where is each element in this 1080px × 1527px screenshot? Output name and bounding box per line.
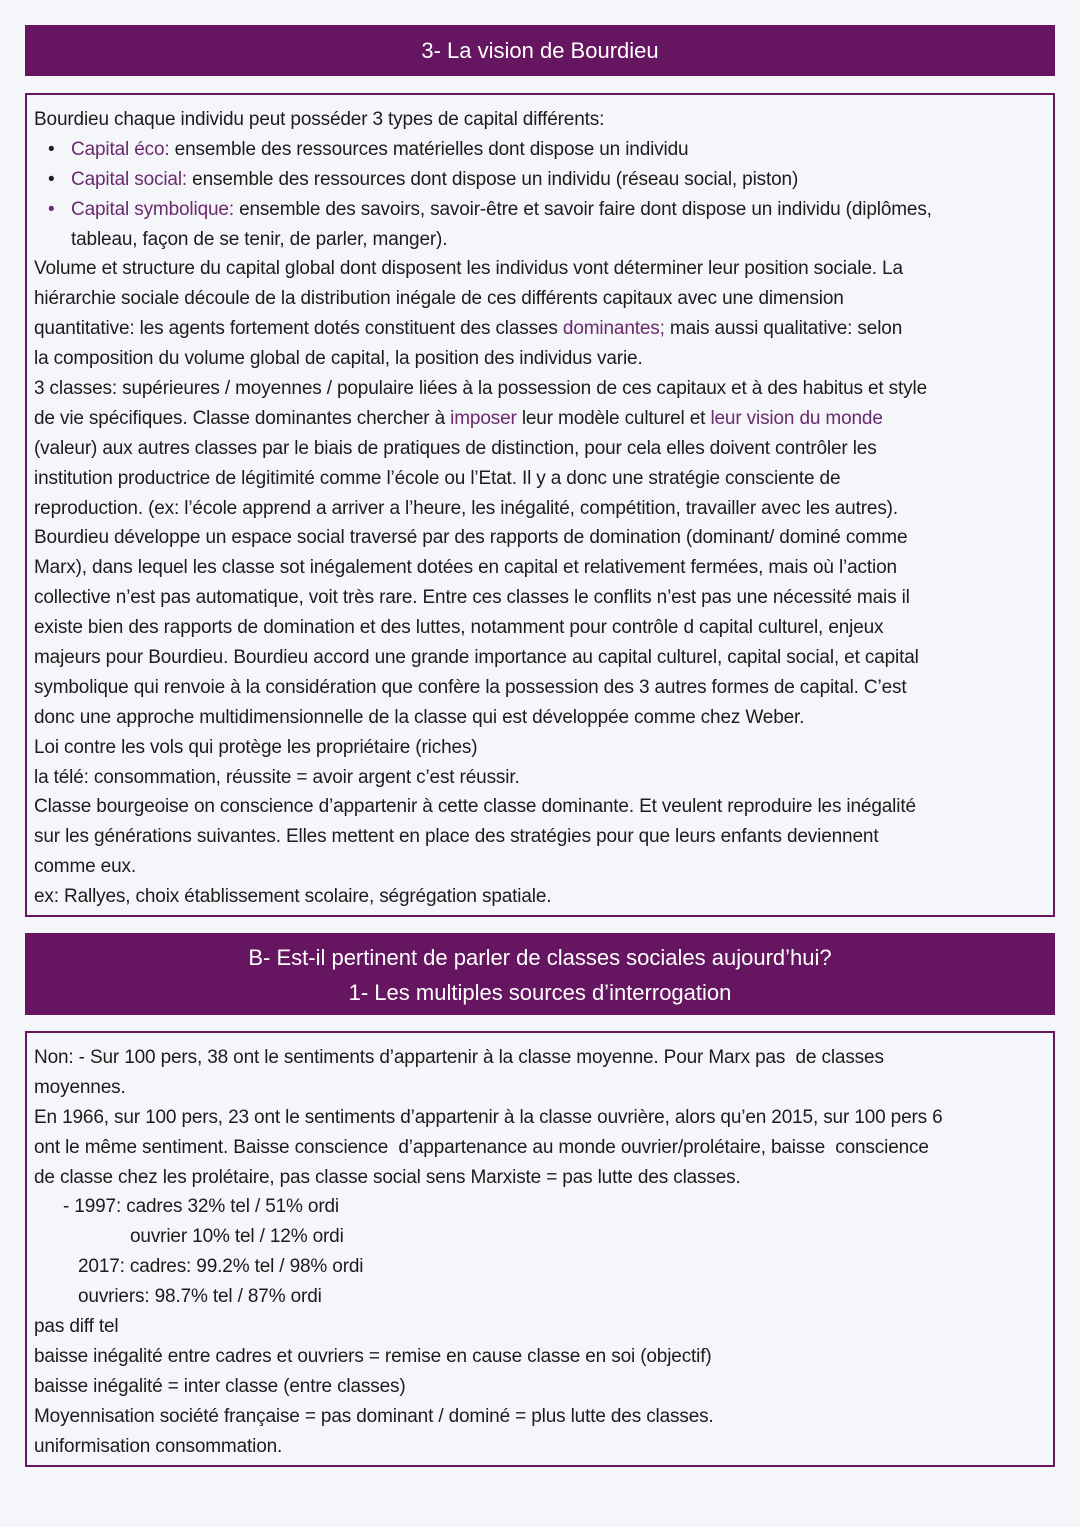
text-line <box>34 1342 1053 1372</box>
text-segment: ex: Rallyes, choix établissement scolaire, ségrégation spatiale. <box>34 886 552 908</box>
text-line <box>34 733 1053 763</box>
text-segment: ouvriers: 98.7% tel / 87% ordi <box>78 1286 322 1308</box>
text-line <box>34 1043 1053 1073</box>
text-line <box>34 1163 1053 1193</box>
highlighted-term: Capital éco: <box>71 138 170 160</box>
text-line <box>34 105 1053 135</box>
text-segment: comme eux. <box>34 856 136 878</box>
text-line <box>34 1282 1053 1312</box>
text-segment: ensemble des ressources dont dispose un individu (réseau social, piston) <box>187 168 799 190</box>
section-title: 3- La vision de Bourdieu <box>421 38 659 63</box>
text-segment: institution productrice de légitimité comme l’école ou l’Etat. Il y a donc une stratégie consciente de <box>34 467 841 489</box>
text-line <box>34 882 1053 912</box>
text-segment: de vie spécifiques. Classe dominantes chercher à <box>34 407 451 429</box>
text-segment: moyennes. <box>34 1076 126 1098</box>
bullet-icon: • <box>48 198 55 220</box>
text-segment: existe bien des rapports de domination et des luttes, notamment pour contrôle d capital culturel, enjeux <box>34 617 884 639</box>
bullet-item <box>34 165 1053 195</box>
text-segment: leur modèle culturel et <box>516 407 711 429</box>
text-segment: mais aussi qualitative: selon <box>664 318 903 340</box>
highlighted-term: Capital social: <box>71 168 188 190</box>
text-line <box>34 1252 1053 1282</box>
text-segment: 2017: cadres: 99.2% tel / 98% ordi <box>78 1256 364 1278</box>
highlighted-term: Capital symbolique: <box>71 198 234 220</box>
text-line <box>34 1372 1053 1402</box>
text-line <box>34 523 1053 553</box>
text-segment: 3 classes: supérieures / moyennes / populaire liées à la possession de ces capitaux et à des habitus et style <box>34 378 927 400</box>
text-segment: Volume et structure du capital global dont disposent les individus vont déterminer leur position sociale. La <box>34 258 903 280</box>
text-segment: (valeur) aux autres classes par le biais de pratiques de distinction, pour cela elles doivent contrôler les <box>34 437 877 459</box>
text-line <box>34 314 1053 344</box>
text-line <box>34 1432 1053 1462</box>
highlighted-term: leur vision du monde <box>710 407 883 429</box>
section-header-classes-sociales <box>25 933 1055 1015</box>
text-segment: hiérarchie sociale découle de la distribution inégale de ces différents capitaux avec une dimension <box>34 288 844 310</box>
text-segment: ouvrier 10% tel / 12% ordi <box>130 1226 344 1248</box>
text-line <box>34 1222 1053 1252</box>
text-line <box>34 553 1053 583</box>
highlighted-term: dominantes; <box>562 318 665 340</box>
text-segment: ensemble des savoirs, savoir-être et savoir faire dont dispose un individu (diplômes, <box>233 198 932 220</box>
bullet-icon: • <box>48 138 55 160</box>
text-line <box>34 703 1053 733</box>
text-line <box>34 673 1053 703</box>
text-line <box>34 1402 1053 1432</box>
text-line <box>34 284 1053 314</box>
text-segment: En 1966, sur 100 pers, 23 ont le sentiments d’appartenir à la classe ouvrière, alors qu’en 2015, sur 100 pers 6 <box>34 1106 943 1128</box>
text-line <box>34 822 1053 852</box>
bullet-item <box>34 195 1053 225</box>
bullet-icon: • <box>48 168 55 190</box>
text-line <box>34 852 1053 882</box>
text-segment: baisse inégalité entre cadres et ouvriers = remise en cause classe en soi (objectif) <box>34 1345 712 1367</box>
text-line <box>34 225 1053 255</box>
text-segment: de classe chez les prolétaire, pas classe social sens Marxiste = pas lutte des classes. <box>34 1166 741 1188</box>
text-segment: symbolique qui renvoie à la considération que confère la possession des 3 autres formes de capital. C’est <box>34 676 907 698</box>
text-segment: Non: - Sur 100 pers, 38 ont le sentiments d’appartenir à la classe moyenne. Pour Marx pas de classes <box>34 1047 884 1068</box>
text-line <box>34 374 1053 404</box>
text-segment: reproduction. (ex: l’école apprend a arriver a l’heure, les inégalité, compétition, travailler avec les autres). <box>34 497 898 519</box>
text-segment: tableau, façon de se tenir, de parler, manger). <box>71 228 448 250</box>
text-line <box>34 1133 1053 1163</box>
text-segment: sur les générations suivantes. Elles mettent en place des stratégies pour que leurs enfants deviennent <box>34 826 879 848</box>
text-line <box>34 404 1053 434</box>
text-segment: uniformisation consommation. <box>34 1435 283 1457</box>
highlighted-term: imposer <box>450 407 517 429</box>
text-line <box>34 1192 1053 1222</box>
text-line <box>34 494 1053 524</box>
text-segment: la télé: consommation, réussite = avoir argent c’est réussir. <box>34 766 520 788</box>
text-segment: Loi contre les vols qui protège les propriétaire (riches) <box>34 736 478 758</box>
text-segment: baisse inégalité = inter classe (entre classes) <box>34 1375 406 1397</box>
text-segment: Classe bourgeoise on conscience d’appartenir à cette classe dominante. Et veulent reproduire les inégalité <box>34 796 916 818</box>
text-line <box>34 1073 1053 1103</box>
interrogation-notes-box <box>25 1031 1055 1467</box>
text-line <box>34 464 1053 494</box>
text-segment: majeurs pour Bourdieu. Bourdieu accord une grande importance au capital culturel, capital social, et capital <box>34 647 919 669</box>
bullet-item <box>34 135 1053 165</box>
text-line <box>34 613 1053 643</box>
section-header-bourdieu <box>25 25 1055 76</box>
section-subtitle: 1- Les multiples sources d’interrogation <box>348 980 732 1005</box>
text-line <box>34 583 1053 613</box>
text-segment: quantitative: les agents fortement dotés constituent des classes <box>34 318 563 340</box>
text-segment: collective n’est pas automatique, voit très rare. Entre ces classes le conflits n’est pas une nécessité mais il <box>34 587 910 609</box>
text-segment: Moyennisation société française = pas dominant / dominé = plus lutte des classes. <box>34 1405 714 1427</box>
text-line <box>34 254 1053 284</box>
text-line <box>34 792 1053 822</box>
text-segment: ensemble des ressources matérielles dont dispose un individu <box>169 138 689 160</box>
text-line <box>34 1103 1053 1133</box>
text-segment: Bourdieu chaque individu peut posséder 3 types de capital différents: <box>34 109 605 130</box>
text-segment: - 1997: cadres 32% tel / 51% ordi <box>63 1196 339 1218</box>
text-segment: la composition du volume global de capital, la position des individus varie. <box>34 348 643 370</box>
text-line <box>34 344 1053 374</box>
text-segment: ont le même sentiment. Baisse conscience d’appartenance au monde ouvrier/prolétaire, baisse conscience <box>34 1136 929 1158</box>
text-segment: Bourdieu développe un espace social traversé par des rapports de domination (dominant/ dominé comme <box>34 527 908 549</box>
bourdieu-notes-box <box>25 93 1055 917</box>
text-line <box>34 763 1053 793</box>
text-segment: Marx), dans lequel les classe sot inégalement dotées en capital et relativement fermées, mais où l’action <box>34 557 897 579</box>
section-title: B- Est-il pertinent de parler de classes sociales aujourd’hui? <box>248 945 832 970</box>
text-line <box>34 1312 1053 1342</box>
text-line <box>34 434 1053 464</box>
text-segment: pas diff tel <box>34 1316 119 1338</box>
text-segment: donc une approche multidimensionnelle de la classe qui est développée comme chez Weber. <box>34 706 805 728</box>
text-line <box>34 643 1053 673</box>
